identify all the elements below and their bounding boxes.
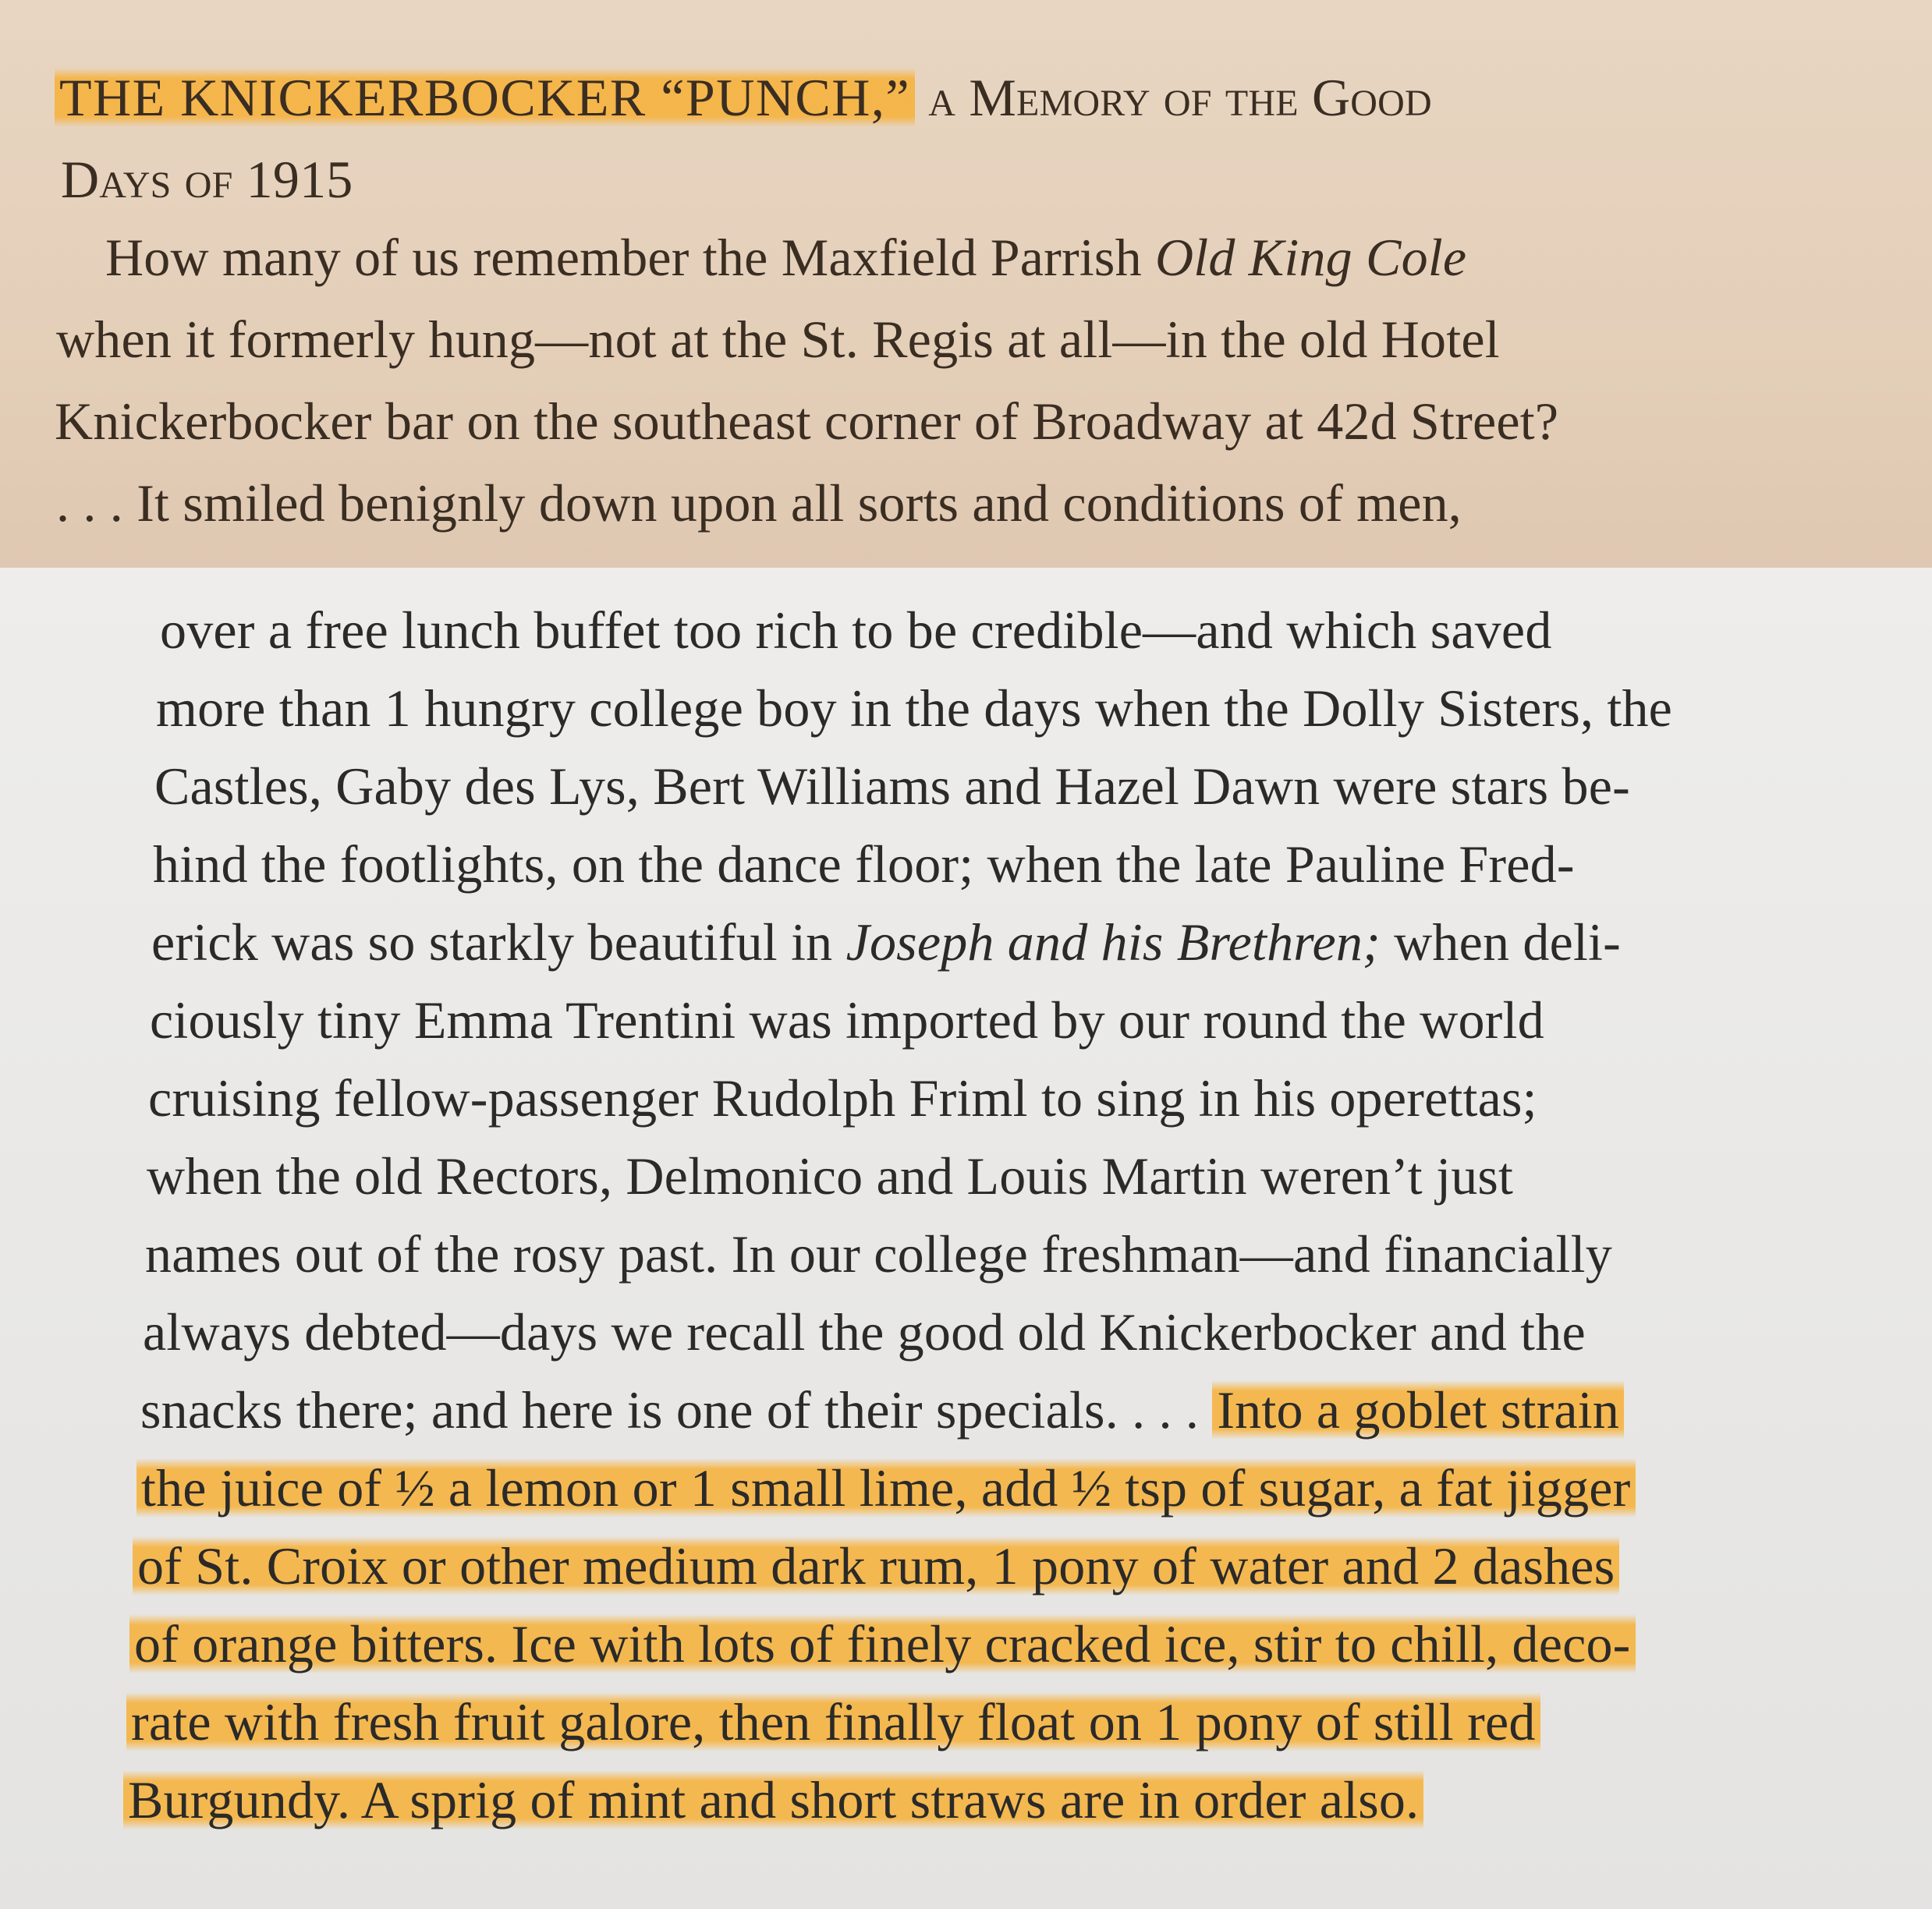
upper-page-photo xyxy=(0,0,1932,568)
highlighted-recipe: Into a goblet strain xyxy=(1212,1380,1624,1440)
highlighted-recipe: Burgundy. A sprig of mint and short straws are in order also. xyxy=(123,1770,1423,1829)
highlighted-recipe: of orange bitters. Ice with lots of finely cracked ice, stir to chill, deco- xyxy=(129,1614,1636,1673)
text-line: Knickerbocker bar on the southeast corner of Broadway at 42d Street? xyxy=(55,391,1559,451)
text-line xyxy=(140,1379,1624,1441)
heading-title: THE KNICKERBOCKER “PUNCH,” xyxy=(55,68,915,127)
highlighted-line xyxy=(123,1769,1423,1831)
heading-subtitle-1: a Memory of the Good xyxy=(915,68,1432,127)
highlighted-line xyxy=(136,1457,1636,1519)
text-span: erick was so starkly beautiful in xyxy=(151,912,846,972)
text-span: when deli- xyxy=(1380,912,1621,972)
text-line xyxy=(105,226,1466,289)
text-span: snacks there; and here is one of their specials. . . . xyxy=(140,1380,1213,1440)
lower-page-photo xyxy=(0,568,1932,1909)
heading-subtitle-2: Days of 1915 xyxy=(61,150,353,209)
highlighted-recipe: of St. Croix or other medium dark rum, 1 pony of water and 2 dashes xyxy=(133,1536,1619,1596)
highlighted-recipe: the juice of ½ a lemon or 1 small lime, add ½ tsp of sugar, a fat jigger xyxy=(136,1458,1636,1518)
text-span: How many of us remember the Maxfield Parrish xyxy=(105,228,1155,287)
text-line: names out of the rosy past. In our college freshman—and financially xyxy=(145,1224,1612,1284)
text-line: more than 1 hungry college boy in the days when the Dolly Sisters, the xyxy=(156,678,1673,738)
text-line: hind the footlights, on the dance floor; when the late Pauline Fred- xyxy=(153,834,1575,894)
text-line: ciously tiny Emma Trentini was imported by our round the world xyxy=(150,990,1544,1050)
play-title: Joseph and his Brethren; xyxy=(845,912,1381,972)
text-line: . . . It smiled benignly down upon all sorts and conditions of men, xyxy=(56,473,1462,533)
text-line xyxy=(151,911,1621,973)
artwork-title: Old King Cole xyxy=(1155,228,1467,287)
highlighted-line xyxy=(126,1691,1540,1753)
text-line: over a free lunch buffet too rich to be credible—and which saved xyxy=(160,600,1552,660)
highlighted-line xyxy=(129,1613,1636,1675)
highlighted-line xyxy=(133,1535,1619,1597)
text-line: when the old Rectors, Delmonico and Louis Martin weren’t just xyxy=(147,1146,1514,1206)
heading-line-1 xyxy=(55,66,1432,129)
text-line: always debted—days we recall the good old Knickerbocker and the xyxy=(143,1302,1586,1362)
text-line: when it formerly hung—not at the St. Regis at all—in the old Hotel xyxy=(56,310,1500,369)
text-line: Castles, Gaby des Lys, Bert Williams and Hazel Dawn were stars be- xyxy=(154,756,1630,816)
text-line: cruising fellow-passenger Rudolph Friml to sing in his operettas; xyxy=(148,1068,1537,1128)
highlighted-recipe: rate with fresh fruit galore, then finally float on 1 pony of still red xyxy=(126,1692,1540,1751)
